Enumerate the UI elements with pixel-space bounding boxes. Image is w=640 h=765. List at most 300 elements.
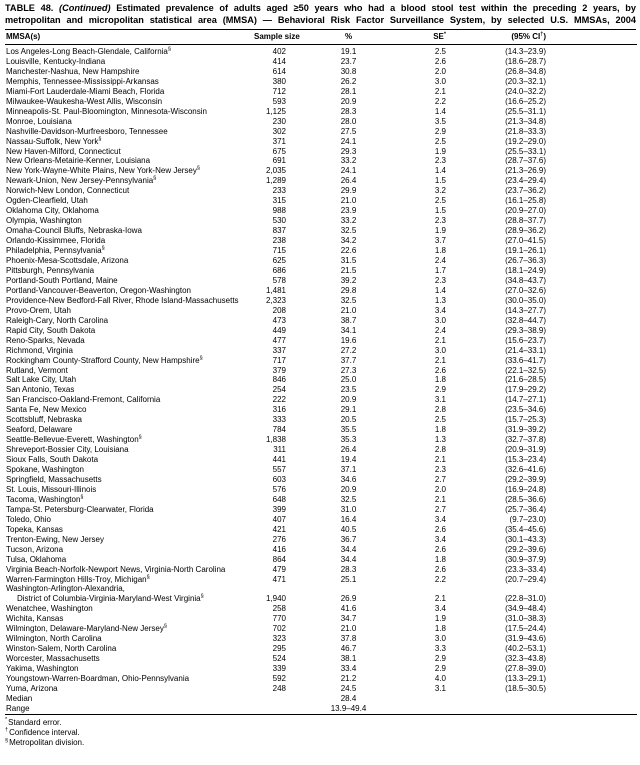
footnotes xyxy=(5,715,636,749)
se-cell: 3.1 xyxy=(434,684,446,693)
se-cell: 2.7 xyxy=(434,474,446,484)
sample-size-cell: 477 xyxy=(272,335,286,345)
percent-cell: 21.0 xyxy=(340,196,357,206)
percent-cell: 27.5 xyxy=(340,126,357,136)
table-row xyxy=(5,45,637,57)
percent-cell: 21.5 xyxy=(340,265,357,275)
table-body xyxy=(5,45,637,715)
sample-size-cell: 302 xyxy=(272,126,286,136)
se-cell: 1.9 xyxy=(434,614,446,624)
table-row xyxy=(5,356,637,366)
ci-cell: (16.9–24.8) xyxy=(505,484,546,494)
col-header-percent: % xyxy=(291,30,406,45)
ci-cell: (18.6–28.7) xyxy=(505,56,546,66)
ci-cell: (28.5–36.6) xyxy=(505,494,546,504)
percent-cell: 37.1 xyxy=(340,465,357,475)
percent-cell: 26.4 xyxy=(340,445,357,455)
table-row xyxy=(5,176,637,186)
ci-cell: (13.3–29.1) xyxy=(505,674,546,684)
percent-cell: 38.7 xyxy=(340,315,357,325)
sample-size-cell: 988 xyxy=(272,206,286,216)
header-row xyxy=(5,30,637,45)
sample-size-cell: 333 xyxy=(272,415,286,425)
se-cell: 2.1 xyxy=(434,335,446,345)
table-row xyxy=(5,206,637,216)
se-cell: 3.4 xyxy=(434,534,446,544)
ci-cell xyxy=(454,704,637,714)
table-row xyxy=(5,266,637,276)
se-cell: 2.3 xyxy=(434,216,446,226)
sample-size-cell: 1,481 xyxy=(265,285,286,295)
ci-cell: (21.3–34.8) xyxy=(505,116,546,126)
mmsa-cell: Minneapolis-St. Paul-Bloomington, Minnesota-Wisconsin xyxy=(6,106,207,116)
sample-size-cell: 416 xyxy=(272,544,286,554)
percent-cell: 21.0 xyxy=(340,624,357,634)
percent-cell: 37.7 xyxy=(340,355,357,365)
reference-marker: * xyxy=(443,31,446,38)
percent-cell: 27.2 xyxy=(340,345,357,355)
mmsa-cell: Seattle-Bellevue-Everett, Washington§ xyxy=(6,434,142,445)
ci-cell: (31.9–39.2) xyxy=(505,425,546,435)
mmsa-cell: Raleigh-Cary, North Carolina xyxy=(6,315,109,325)
se-cell: 2.0 xyxy=(434,66,446,76)
sample-size-cell: 675 xyxy=(272,146,286,156)
se-cell: 3.1 xyxy=(434,395,446,405)
mmsa-cell: Monroe, Louisiana xyxy=(6,116,72,126)
mmsa-cell: Scottsbluff, Nebraska xyxy=(6,415,82,425)
table-row xyxy=(5,166,637,176)
se-cell: 2.6 xyxy=(434,524,446,534)
ci-cell: (33.6–41.7) xyxy=(505,355,546,365)
se-cell: 1.4 xyxy=(434,285,446,295)
sample-size-cell: 712 xyxy=(272,86,286,96)
sample-size-cell: 717 xyxy=(272,355,286,365)
sample-size-cell: 258 xyxy=(272,604,286,614)
mmsa-cell: Orlando-Kissimmee, Florida xyxy=(6,236,106,246)
table-title-line1 xyxy=(5,3,636,15)
percent-cell: 20.5 xyxy=(340,415,357,425)
sample-size-cell: 770 xyxy=(272,614,286,624)
se-cell: 2.9 xyxy=(434,385,446,395)
mmsa-cell: Provo-Orem, Utah xyxy=(6,305,71,315)
sample-size-cell: 421 xyxy=(272,524,286,534)
table-title-text: Estimated prevalence of adults aged ≥50 years who had a blood stool test within the preceding 2 years, by xyxy=(110,3,636,13)
mmsa-cell: Manchester-Nashua, New Hampshire xyxy=(6,66,140,76)
mmsa-cell: Portland-South Portland, Maine xyxy=(6,275,118,285)
percent-cell: 35.3 xyxy=(340,435,357,445)
mmsa-cell: Tulsa, Oklahoma xyxy=(6,554,67,564)
mmsa-cell: Memphis, Tennessee-Mississippi-Arkansas xyxy=(6,76,159,86)
ci-cell: (34.8–43.7) xyxy=(505,275,546,285)
ci-cell: (28.8–37.7) xyxy=(505,216,546,226)
sample-size-cell xyxy=(231,704,291,714)
percent-cell: 21.2 xyxy=(340,674,357,684)
percent-cell: 23.9 xyxy=(340,206,357,216)
se-cell: 2.1 xyxy=(434,494,446,504)
ci-cell: (31.0–38.3) xyxy=(505,614,546,624)
ci-cell: (20.9–27.0) xyxy=(505,206,546,216)
reference-marker: † xyxy=(540,31,544,38)
percent-cell: 19.6 xyxy=(340,335,357,345)
sample-size-cell: 371 xyxy=(272,136,286,146)
percent-cell: 23.5 xyxy=(340,385,357,395)
sample-size-cell: 238 xyxy=(272,236,286,246)
ci-cell: (21.4–33.1) xyxy=(505,345,546,355)
percent-cell: 19.1 xyxy=(340,47,357,56)
percent-cell: 34.1 xyxy=(340,325,357,335)
table-row xyxy=(5,246,637,256)
percent-cell: 31.0 xyxy=(340,504,357,514)
mmsa-cell: Omaha-Council Bluffs, Nebraska-Iowa xyxy=(6,226,142,236)
ci-cell: (26.8–34.8) xyxy=(505,66,546,76)
percent-cell: 40.5 xyxy=(340,524,357,534)
se-cell: 3.2 xyxy=(434,186,446,196)
sample-size-cell: 380 xyxy=(272,76,286,86)
se-cell: 2.9 xyxy=(434,654,446,664)
mmsa-cell: Virginia Beach-Norfolk-Newport News, Virginia-North Carolina xyxy=(6,564,226,574)
ci-cell: (9.7–23.0) xyxy=(509,514,546,524)
mmsa-cell: District of Columbia-Virginia-Maryland-West Virginia§ xyxy=(17,593,204,604)
se-cell: 1.5 xyxy=(434,176,446,186)
ci-cell: (40.2–53.1) xyxy=(505,644,546,654)
table-row xyxy=(5,415,637,425)
se-cell: 1.5 xyxy=(434,206,446,216)
prevalence-table xyxy=(5,30,637,715)
table-row xyxy=(5,156,637,166)
table-row xyxy=(5,614,637,624)
se-cell: 3.5 xyxy=(434,116,446,126)
table-row xyxy=(5,475,637,485)
mmsa-cell: Sioux Falls, South Dakota xyxy=(6,455,99,465)
sample-size-cell: 686 xyxy=(272,265,286,275)
table-row xyxy=(5,137,637,147)
sample-size-cell: 248 xyxy=(272,684,286,693)
ci-cell: (20.7–29.4) xyxy=(505,574,546,584)
sample-size-cell: 1,940 xyxy=(265,594,286,604)
mmsa-cell: Springfield, Massachusetts xyxy=(6,474,102,484)
se-cell: 2.8 xyxy=(434,445,446,455)
ci-cell: (30.1–43.3) xyxy=(505,534,546,544)
percent-cell: 26.9 xyxy=(340,594,357,604)
ci-cell: (28.7–37.6) xyxy=(505,156,546,166)
table-row xyxy=(5,226,637,236)
table-row xyxy=(5,425,637,435)
percent-cell: 29.9 xyxy=(340,186,357,196)
table-row xyxy=(5,296,637,306)
mmsa-cell: New York-Wayne-White Plains, New York-New Jersey§ xyxy=(6,165,200,176)
se-cell: 3.0 xyxy=(434,634,446,644)
section-marker: § xyxy=(5,737,9,744)
sample-size-cell: 557 xyxy=(272,465,286,475)
table-row xyxy=(5,575,637,585)
mmsa-cell: Providence-New Bedford-Fall River, Rhode Island-Massachusetts xyxy=(6,295,239,305)
se-cell: 3.4 xyxy=(434,514,446,524)
se-cell: 2.5 xyxy=(434,196,446,206)
se-cell: 2.5 xyxy=(434,136,446,146)
sample-size-cell: 316 xyxy=(272,405,286,415)
percent-cell: 20.9 xyxy=(340,395,357,405)
mmsa-cell: Seaford, Delaware xyxy=(6,425,73,435)
reference-marker: § xyxy=(80,494,84,501)
mmsa-cell: Reno-Sparks, Nevada xyxy=(6,335,85,345)
se-cell: 2.3 xyxy=(434,275,446,285)
se-cell: 1.4 xyxy=(434,166,446,176)
sample-size-cell: 2,323 xyxy=(265,295,286,305)
table-row xyxy=(5,594,637,604)
percent-cell: 32.5 xyxy=(340,226,357,236)
ci-cell: (22.8–31.0) xyxy=(505,594,546,604)
mmsa-cell: Wenatchee, Washington xyxy=(6,604,93,614)
table-header xyxy=(5,30,637,45)
ci-cell: (32.7–37.8) xyxy=(505,435,546,445)
footnote-confidence-interval xyxy=(5,728,636,738)
table-row xyxy=(5,495,637,505)
table-row xyxy=(5,346,637,356)
se-cell: 2.9 xyxy=(434,126,446,136)
se-cell: 3.4 xyxy=(434,305,446,315)
percent-cell: 34.7 xyxy=(340,614,357,624)
table-row xyxy=(5,565,637,575)
table-row xyxy=(5,375,637,385)
se-cell: 1.3 xyxy=(434,435,446,445)
ci-cell: (25.5–31.1) xyxy=(505,106,546,116)
mmsa-cell: San Francisco-Oakland-Fremont, California xyxy=(6,395,161,405)
sample-size-cell: 441 xyxy=(272,455,286,465)
ci-cell: (18.1–24.9) xyxy=(505,265,546,275)
mmsa-cell: Youngstown-Warren-Boardman, Ohio-Pennsylvania xyxy=(6,674,190,684)
percent-cell: 30.8 xyxy=(340,66,357,76)
sample-size-cell: 691 xyxy=(272,156,286,166)
se-cell: 3.0 xyxy=(434,76,446,86)
percent-cell: 20.9 xyxy=(340,484,357,494)
table-row xyxy=(5,77,637,87)
ci-cell: (24.0–32.2) xyxy=(505,86,546,96)
se-cell: 1.4 xyxy=(434,106,446,116)
table-row xyxy=(5,545,637,555)
se-cell: 3.0 xyxy=(434,345,446,355)
ci-cell: (32.8–44.7) xyxy=(505,315,546,325)
se-cell: 1.7 xyxy=(434,265,446,275)
sample-size-cell: 702 xyxy=(272,624,286,634)
sample-size-cell: 230 xyxy=(272,116,286,126)
percent-cell: 19.4 xyxy=(340,455,357,465)
sample-size-cell: 530 xyxy=(272,216,286,226)
table-title-line2: metropolitan and micropolitan statistical area (MMSA) — Behavioral Risk Factor Surveillance System, by selected U.S. MMSAs, 2004 xyxy=(5,14,636,25)
sample-size-cell: 846 xyxy=(272,375,286,385)
percent-cell: 41.6 xyxy=(340,604,357,614)
percent-cell: 16.4 xyxy=(340,514,357,524)
footnote-text: Confidence interval. xyxy=(9,728,80,738)
se-cell: 2.8 xyxy=(434,405,446,415)
percent-cell: 33.2 xyxy=(340,216,357,226)
ci-cell: (17.5–24.4) xyxy=(505,624,546,634)
mmsa-cell: Santa Fe, New Mexico xyxy=(6,405,87,415)
mmsa-cell: Yakima, Washington xyxy=(6,664,79,674)
sample-size-cell: 402 xyxy=(272,47,286,56)
percent-cell: 34.4 xyxy=(340,544,357,554)
sample-size-cell: 233 xyxy=(272,186,286,196)
ci-cell: (14.7–27.1) xyxy=(505,395,546,405)
percent-cell: 32.5 xyxy=(340,494,357,504)
ci-cell: (26.7–36.3) xyxy=(505,256,546,266)
reference-marker: § xyxy=(98,135,102,142)
sample-size-cell: 576 xyxy=(272,484,286,494)
table-row xyxy=(5,694,637,704)
mmsa-cell: Miami-Fort Lauderdale-Miami Beach, Florida xyxy=(6,86,165,96)
percent-cell: 26.4 xyxy=(340,176,357,186)
table-row xyxy=(5,465,637,475)
se-cell: 3.7 xyxy=(434,236,446,246)
percent-cell: 34.4 xyxy=(340,554,357,564)
table-row xyxy=(5,584,637,594)
table-row xyxy=(5,286,637,296)
table-row xyxy=(5,276,637,286)
table-row xyxy=(5,336,637,346)
ci-cell: (35.4–45.6) xyxy=(505,524,546,534)
mmsa-cell: St. Louis, Missouri-Illinois xyxy=(6,484,97,494)
footnote-text: Standard error. xyxy=(8,717,62,727)
sample-size-cell: 592 xyxy=(272,674,286,684)
percent-cell: 28.4 xyxy=(340,693,357,703)
table-row xyxy=(5,674,637,684)
se-cell: 2.6 xyxy=(434,365,446,375)
reference-marker: § xyxy=(200,593,204,600)
ci-cell: (19.1–26.1) xyxy=(505,246,546,256)
sample-size-cell: 379 xyxy=(272,365,286,375)
sample-size-cell: 715 xyxy=(272,246,286,256)
sample-size-cell: 784 xyxy=(272,425,286,435)
sample-size-cell: 295 xyxy=(272,644,286,654)
sample-size-cell: 323 xyxy=(272,634,286,644)
se-cell: 2.2 xyxy=(434,574,446,584)
sample-size-cell: 276 xyxy=(272,534,286,544)
se-cell: 1.8 xyxy=(434,246,446,256)
percent-cell: 28.3 xyxy=(340,106,357,116)
mmsa-cell: Shreveport-Bossier City, Louisiana xyxy=(6,445,129,455)
sample-size-cell: 1,838 xyxy=(265,435,286,445)
percent-cell: 46.7 xyxy=(340,644,357,654)
percent-cell: 28.0 xyxy=(340,116,357,126)
ci-cell: (16.6–25.2) xyxy=(505,96,546,106)
mmsa-cell: Rockingham County-Strafford County, New Hampshire§ xyxy=(6,354,203,365)
se-cell: 2.6 xyxy=(434,564,446,574)
mmsa-cell: Los Angeles-Long Beach-Glendale, California§ xyxy=(6,46,171,56)
table-row xyxy=(5,505,637,515)
mmsa-cell: Washington-Arlington-Alexandria, xyxy=(6,584,125,594)
se-cell: 2.6 xyxy=(434,56,446,66)
se-cell: 3.4 xyxy=(434,604,446,614)
ci-cell: (19.2–29.0) xyxy=(505,136,546,146)
ci-cell: (14.3–23.9) xyxy=(505,47,546,56)
percent-cell: 22.6 xyxy=(340,246,357,256)
mmsa-cell: Milwaukee-Waukesha-West Allis, Wisconsin xyxy=(6,96,163,106)
sample-size-cell: 473 xyxy=(272,315,286,325)
sample-size-cell: 524 xyxy=(272,654,286,664)
sample-size-cell: 864 xyxy=(272,554,286,564)
sample-size-cell: 479 xyxy=(272,564,286,574)
ci-cell: (32.6–41.6) xyxy=(505,465,546,475)
percent-cell: 37.8 xyxy=(340,634,357,644)
percent-cell: 31.5 xyxy=(340,256,357,266)
percent-cell: 34.2 xyxy=(340,236,357,246)
percent-cell: 13.9–49.4 xyxy=(330,703,367,713)
sample-size-cell xyxy=(231,694,291,704)
mmsa-cell: Median xyxy=(6,693,33,703)
ci-cell: (23.5–34.6) xyxy=(505,405,546,415)
mmsa-cell: Olympia, Washington xyxy=(6,216,82,226)
asterisk-marker: * xyxy=(5,717,8,724)
table-row xyxy=(5,515,637,525)
sample-size-cell: 315 xyxy=(272,196,286,206)
ci-cell: (14.3–27.7) xyxy=(505,305,546,315)
mmsa-cell: Nashville-Davidson-Murfreesboro, Tennessee xyxy=(6,126,168,136)
table-row xyxy=(5,67,637,77)
se-cell: 2.5 xyxy=(434,415,446,425)
se-cell: 4.0 xyxy=(434,674,446,684)
sample-size-cell: 337 xyxy=(272,345,286,355)
mmsa-cell: Ogden-Clearfield, Utah xyxy=(6,196,88,206)
ci-cell: (32.3–43.8) xyxy=(505,654,546,664)
table-row xyxy=(5,186,637,196)
ci-cell: (15.6–23.7) xyxy=(505,335,546,345)
mmsa-cell: Louisville, Kentucky-Indiana xyxy=(6,56,106,66)
ci-cell: (18.5–30.5) xyxy=(505,684,546,693)
reference-marker: § xyxy=(163,623,167,630)
mmsa-cell: Trenton-Ewing, New Jersey xyxy=(6,534,104,544)
se-cell: 2.1 xyxy=(434,455,446,465)
se-cell: 1.8 xyxy=(434,375,446,385)
percent-cell: 20.9 xyxy=(340,96,357,106)
se-cell: 2.3 xyxy=(434,465,446,475)
sample-size-cell: 414 xyxy=(272,56,286,66)
table-row xyxy=(5,107,637,117)
sample-size-cell: 399 xyxy=(272,504,286,514)
table-row xyxy=(5,117,637,127)
col-header-se: SE* xyxy=(406,30,454,45)
ci-cell: (15.3–23.4) xyxy=(505,455,546,465)
percent-cell: 33.4 xyxy=(340,664,357,674)
se-cell: 1.8 xyxy=(434,554,446,564)
col-header-ci: (95% CI†) xyxy=(454,30,637,45)
table-row xyxy=(5,216,637,226)
percent-cell: 26.2 xyxy=(340,76,357,86)
mmsa-cell: Spokane, Washington xyxy=(6,465,84,475)
table-row xyxy=(5,57,637,67)
sample-size-cell: 311 xyxy=(273,445,286,455)
percent-cell: 38.1 xyxy=(340,654,357,664)
table-row xyxy=(5,654,637,664)
percent-cell: 23.7 xyxy=(340,56,357,66)
reference-marker: § xyxy=(101,245,105,252)
se-cell: 2.6 xyxy=(434,544,446,554)
ci-cell: (30.9–37.9) xyxy=(505,554,546,564)
mmsa-cell: Salt Lake City, Utah xyxy=(6,375,77,385)
table-row xyxy=(5,256,637,266)
mmsa-cell: Norwich-New London, Connecticut xyxy=(6,186,130,196)
sample-size-cell: 603 xyxy=(272,474,286,484)
mmsa-cell: Newark-Union, New Jersey-Pennsylvania§ xyxy=(6,175,157,186)
table-row xyxy=(5,485,637,495)
mmsa-cell: Warren-Farmington Hills-Troy, Michigan§ xyxy=(6,573,150,584)
mmsa-cell: Phoenix-Mesa-Scottsdale, Arizona xyxy=(6,256,129,266)
table-row xyxy=(5,664,637,674)
ci-cell: (27.8–39.0) xyxy=(505,664,546,674)
table-row xyxy=(5,525,637,535)
percent-cell: 29.1 xyxy=(340,405,357,415)
table-row xyxy=(5,97,637,107)
se-cell: 1.3 xyxy=(434,295,446,305)
mmsa-cell: Worcester, Massachusetts xyxy=(6,654,100,664)
